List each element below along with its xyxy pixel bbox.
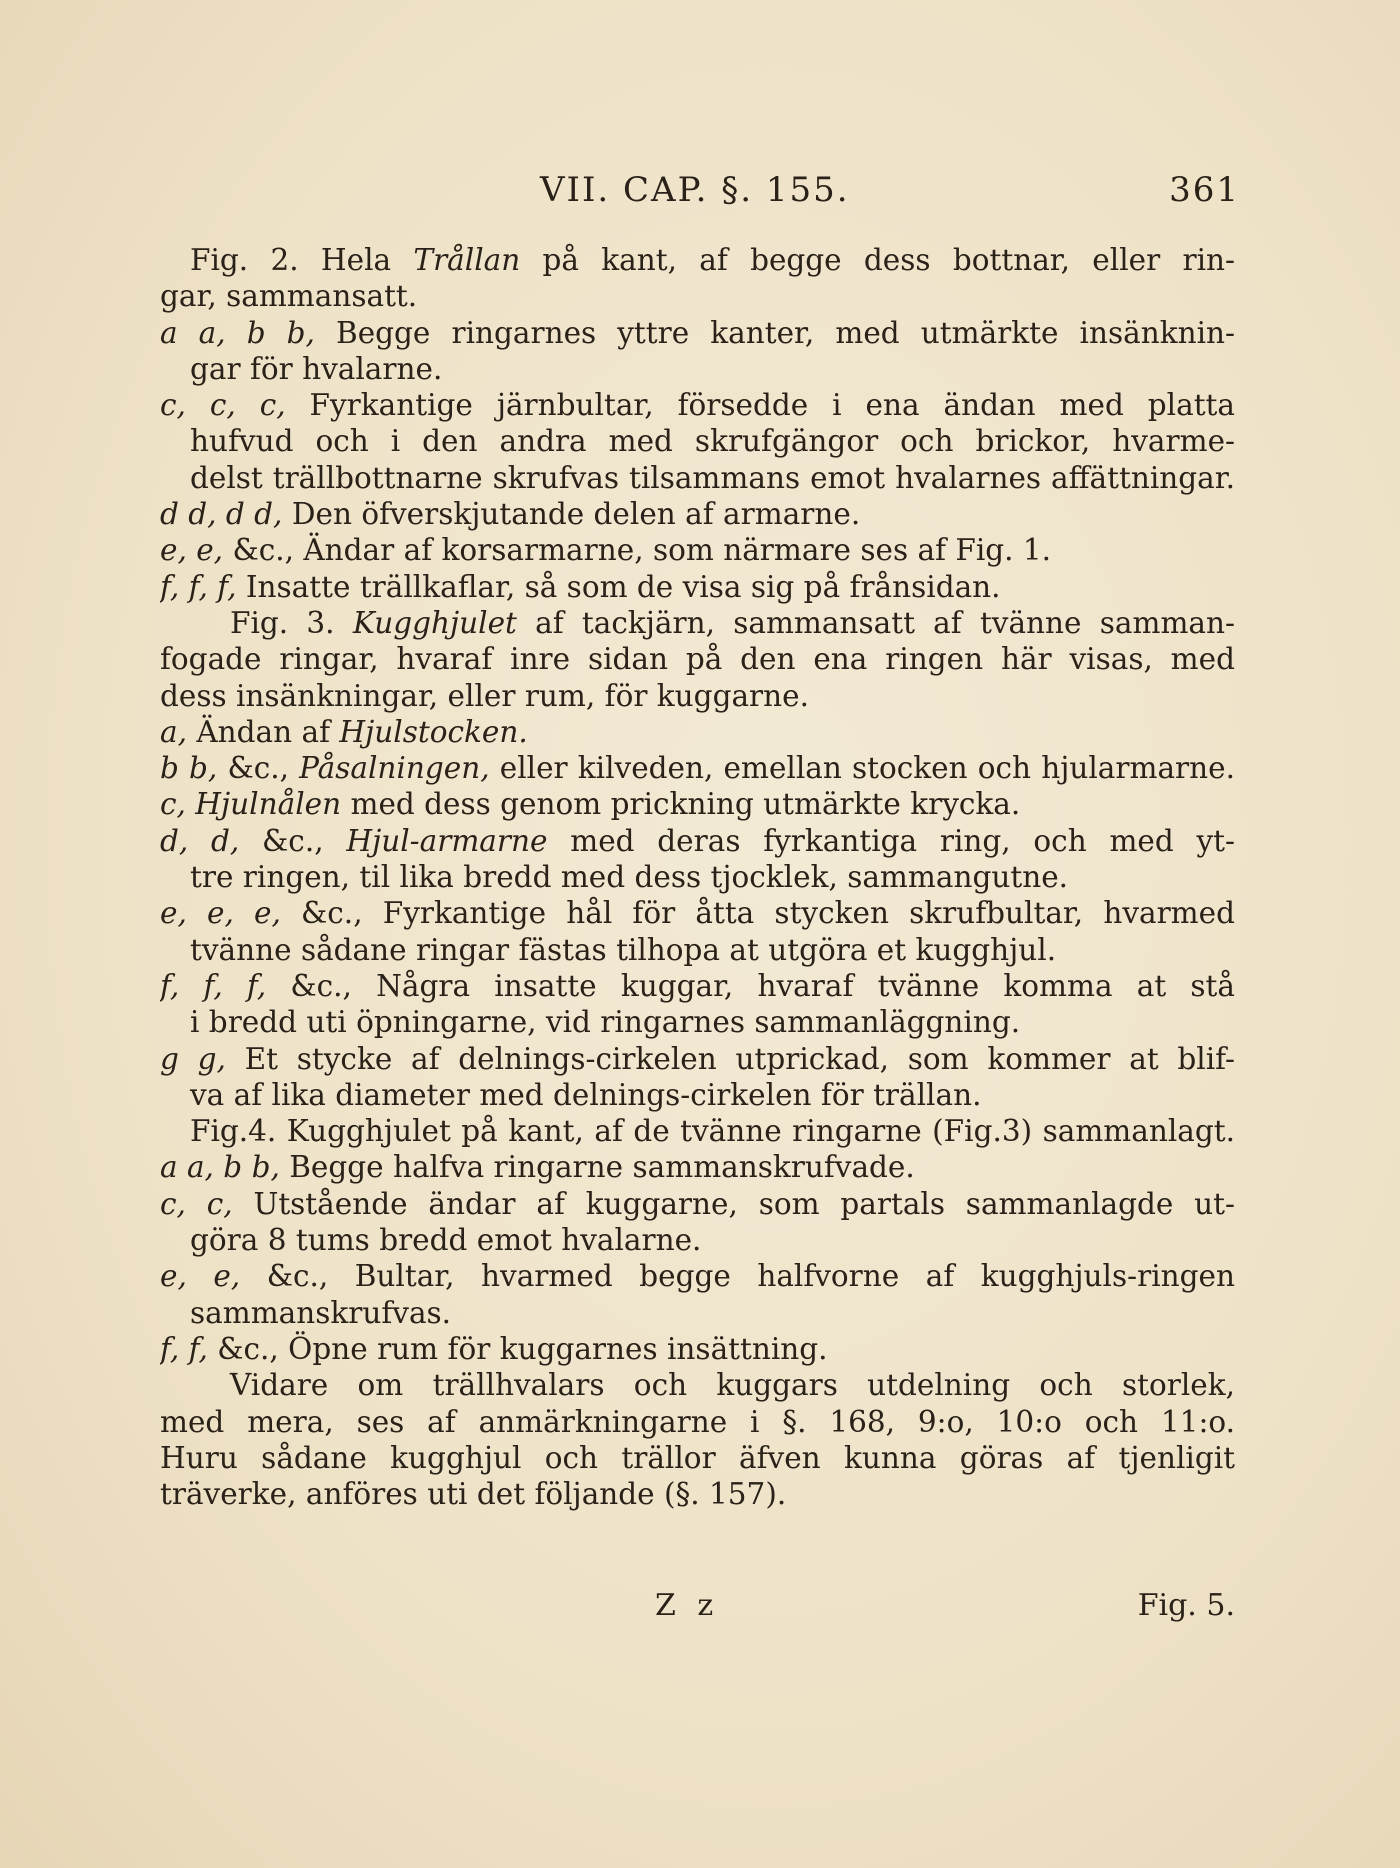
text-line: fogade ringar, hvaraf inre sidan på den ena ringen här visas, med — [160, 642, 1235, 677]
text-line: f, f, f, Insatte trällkaflar, så som de visa sig på frånsidan. — [160, 569, 1001, 604]
signature-mark: Z z — [655, 1588, 720, 1623]
text-line: tvänne sådane ringar fästas tilhopa at utgöra et kugghjul. — [190, 932, 1057, 967]
text-line: delst trällbottnarne skrufvas tilsammans emot hvalarnes affättningar. — [190, 460, 1235, 495]
text-line: sammanskrufvas. — [190, 1295, 452, 1330]
text-line: a, Ändan af Hjulstocken. — [160, 714, 528, 749]
text-line: va af lika diameter med delnings-cirkelen för trällan. — [190, 1077, 982, 1112]
text-line: d, d, &c., Hjul-armarne med deras fyrkantiga ring, och med yt- — [160, 823, 1235, 858]
text-line: gar, sammansatt. — [160, 279, 418, 314]
text-line: e, e, &c., Ändar af korsarmarne, som närmare ses af Fig. 1. — [160, 533, 1052, 568]
text-line: d d, d d, Den öfverskjutande delen af armarne. — [160, 497, 861, 532]
running-title: VII. CAP. §. 155. — [540, 170, 850, 210]
page-footer — [655, 1588, 1235, 1628]
running-header — [540, 170, 1240, 220]
text-line: gar för hvalarne. — [190, 351, 443, 386]
text-line: Fig. 3. Kugghjulet af tackjärn, sammansatt af tvänne samman- — [230, 605, 1235, 640]
text-line: dess insänkningar, eller rum, för kuggarne. — [160, 678, 809, 713]
text-line: i bredd uti öpningarne, vid ringarnes sammanläggning. — [190, 1005, 1021, 1040]
text-line: Vidare om trällhvalars och kuggars utdelning och storlek, — [230, 1368, 1235, 1403]
text-line: b b, &c., Påsalningen, eller kilveden, emellan stocken och hjularmarne. — [160, 751, 1235, 786]
text-line: g g, Et stycke af delnings-cirkelen utprickad, som kommer at blif- — [160, 1041, 1235, 1076]
text-line: f, f, f, &c., Några insatte kuggar, hvaraf tvänne komma at stå — [160, 968, 1235, 1003]
text-line: f, f, &c., Öpne rum för kuggarnes insättning. — [160, 1331, 828, 1366]
text-line: c, Hjulnålen med dess genom prickning utmärkte krycka. — [160, 787, 1021, 822]
text-line: e, e, &c., Bultar, hvarmed begge halfvorne af kugghjuls-ringen — [160, 1259, 1235, 1294]
text-line: tre ringen, til lika bredd med dess tjocklek, sammangutne. — [190, 860, 1069, 895]
page-number: 361 — [1169, 170, 1240, 210]
text-line: Fig. 2. Hela Trållan på kant, af begge dess bottnar, eller rin- — [190, 243, 1235, 277]
text-line: Huru sådane kugghjul och trällor äfven kunna göras af tjenligit — [160, 1440, 1235, 1475]
text-line: göra 8 tums bredd emot hvalarne. — [190, 1223, 702, 1258]
text-line: a a, b b, Begge ringarnes yttre kanter, med utmärkte insänknin- — [160, 315, 1235, 350]
text-line: c, c, Utstående ändar af kuggarne, som partals sammanlagde ut- — [160, 1186, 1235, 1221]
text-line: träverke, anföres uti det följande (§. 157). — [160, 1477, 787, 1512]
catchword: Fig. 5. — [1137, 1588, 1235, 1623]
text-line: e, e, e, &c., Fyrkantige hål för åtta stycken skrufbultar, hvarmed — [160, 896, 1235, 931]
text-line: hufvud och i den andra med skrufgängor och brickor, hvarme- — [190, 424, 1235, 459]
text-line: c, c, c, Fyrkantige järnbultar, försedde i ena ändan med platta — [160, 388, 1235, 423]
text-line: a a, b b, Begge halfva ringarne sammanskrufvade. — [160, 1150, 915, 1185]
text-line: med mera, ses af anmärkningarne i §. 168, 9:o, 10:o och 11:o. — [160, 1404, 1235, 1439]
text-line: Fig.4. Kugghjulet på kant, af de tvänne ringarne (Fig.3) sammanlagt. — [190, 1114, 1235, 1149]
body-text — [160, 242, 1235, 1512]
